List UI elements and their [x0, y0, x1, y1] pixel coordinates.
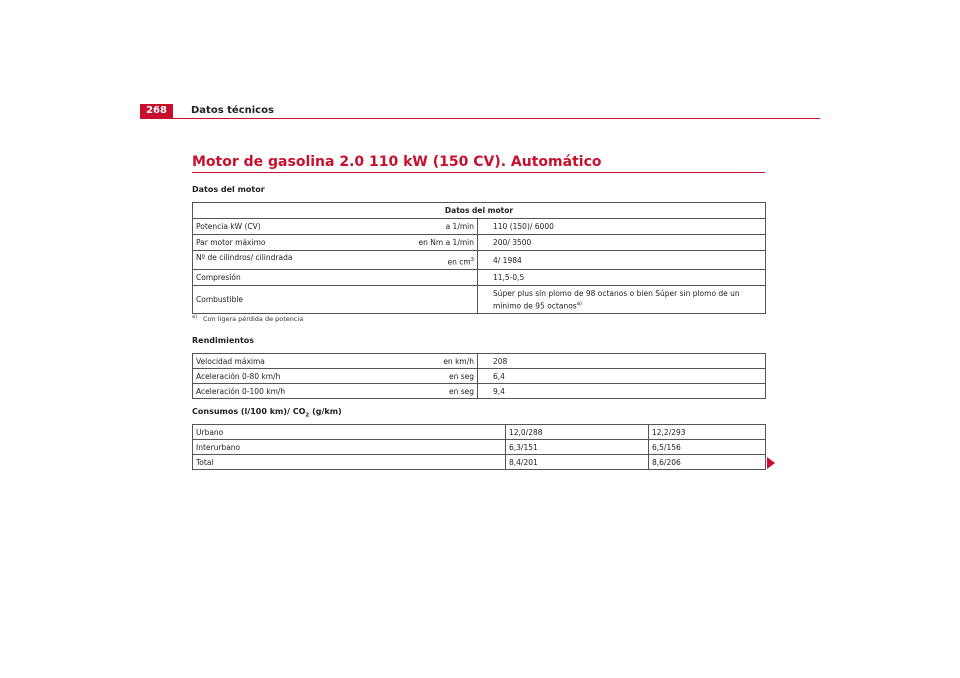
page-number: 268 — [140, 104, 173, 118]
row-label: Velocidad máxima — [196, 356, 265, 366]
footnote — [192, 314, 303, 323]
unit-superscript: 3 — [470, 257, 474, 264]
section-title: Datos técnicos — [191, 105, 274, 116]
row-label: Nº de cilindros/ cilindrada — [196, 253, 293, 263]
footnote-text: Con ligera pérdida de potencia — [203, 315, 304, 324]
row-label: Aceleración 0-100 km/h — [196, 386, 286, 396]
table-row — [193, 354, 766, 369]
row-unit: en cm — [447, 257, 471, 267]
row-label: Par motor máximo — [196, 238, 266, 247]
subheading-part: Consumos (l/100 km)/ CO — [192, 407, 306, 416]
row-unit: a 1/min — [445, 222, 474, 231]
row-label: Interurbano — [193, 440, 506, 455]
subheading-part: (g/km) — [309, 407, 342, 416]
row-label: Urbano — [193, 425, 506, 440]
row-value: 110 (150)/ 6000 — [478, 219, 766, 235]
table-row — [193, 425, 766, 440]
table-row — [193, 235, 766, 251]
table-row — [193, 369, 766, 384]
consumption-table — [192, 424, 766, 470]
row-unit: en Nm a 1/min — [418, 238, 474, 247]
row-cell — [193, 354, 478, 369]
row-value: 8,6/206 — [649, 455, 766, 470]
page-header — [140, 104, 820, 118]
table-row — [193, 440, 766, 455]
row-label: Aceleración 0-80 km/h — [196, 371, 281, 381]
row-value: 11,5-0,5 — [478, 270, 766, 286]
table-header-row — [193, 203, 766, 219]
subheading-consumption — [192, 407, 342, 419]
row-cell — [193, 235, 478, 251]
row-label: Combustible — [196, 295, 244, 304]
row-value: 6,5/156 — [649, 440, 766, 455]
subheading-subscript: 2 — [305, 412, 310, 419]
engine-data-table — [192, 202, 766, 314]
table-row — [193, 384, 766, 399]
row-cell — [193, 270, 478, 286]
table-row — [193, 219, 766, 235]
subheading-performance: Rendimientos — [192, 336, 255, 345]
footnote-ref: a) — [576, 301, 582, 308]
row-value: 208 — [478, 354, 766, 369]
row-value: 8,4/201 — [506, 455, 649, 470]
next-page-arrow-icon[interactable] — [767, 457, 775, 469]
row-label: Potencia kW (CV) — [196, 222, 261, 231]
row-unit: en seg — [448, 386, 474, 396]
row-value: 6,3/151 — [506, 440, 649, 455]
row-value: 200/ 3500 — [478, 235, 766, 251]
row-label: Compresión — [196, 273, 241, 282]
table-row — [193, 455, 766, 470]
table-header: Datos del motor — [193, 203, 766, 219]
table-row — [193, 251, 766, 270]
row-unit: en seg — [448, 371, 474, 381]
row-cell — [193, 384, 478, 399]
page-heading: Motor de gasolina 2.0 110 kW (150 CV). Automático — [192, 154, 602, 170]
row-value: 12,0/288 — [506, 425, 649, 440]
row-cell — [193, 251, 478, 270]
row-value: Súper plus sin plomo de 98 octanos o bien Súper sin plomo de un mínimo de 95 octanos — [493, 289, 740, 311]
row-label: Total — [193, 455, 506, 470]
heading-rule — [192, 172, 765, 173]
row-value: 9,4 — [478, 384, 766, 399]
performance-table — [192, 353, 766, 399]
header-rule — [140, 118, 820, 119]
table-row — [193, 286, 766, 314]
row-cell — [193, 286, 478, 314]
footnote-mark: a) — [192, 314, 198, 320]
row-value: 4/ 1984 — [478, 251, 766, 270]
row-cell — [193, 219, 478, 235]
row-unit: en km/h — [443, 356, 474, 366]
row-value-cell — [478, 286, 766, 314]
row-cell — [193, 369, 478, 384]
table-row — [193, 270, 766, 286]
subheading-motor: Datos del motor — [192, 185, 265, 194]
row-value: 12,2/293 — [649, 425, 766, 440]
row-value: 6,4 — [478, 369, 766, 384]
row-unit-wrap — [447, 253, 474, 267]
